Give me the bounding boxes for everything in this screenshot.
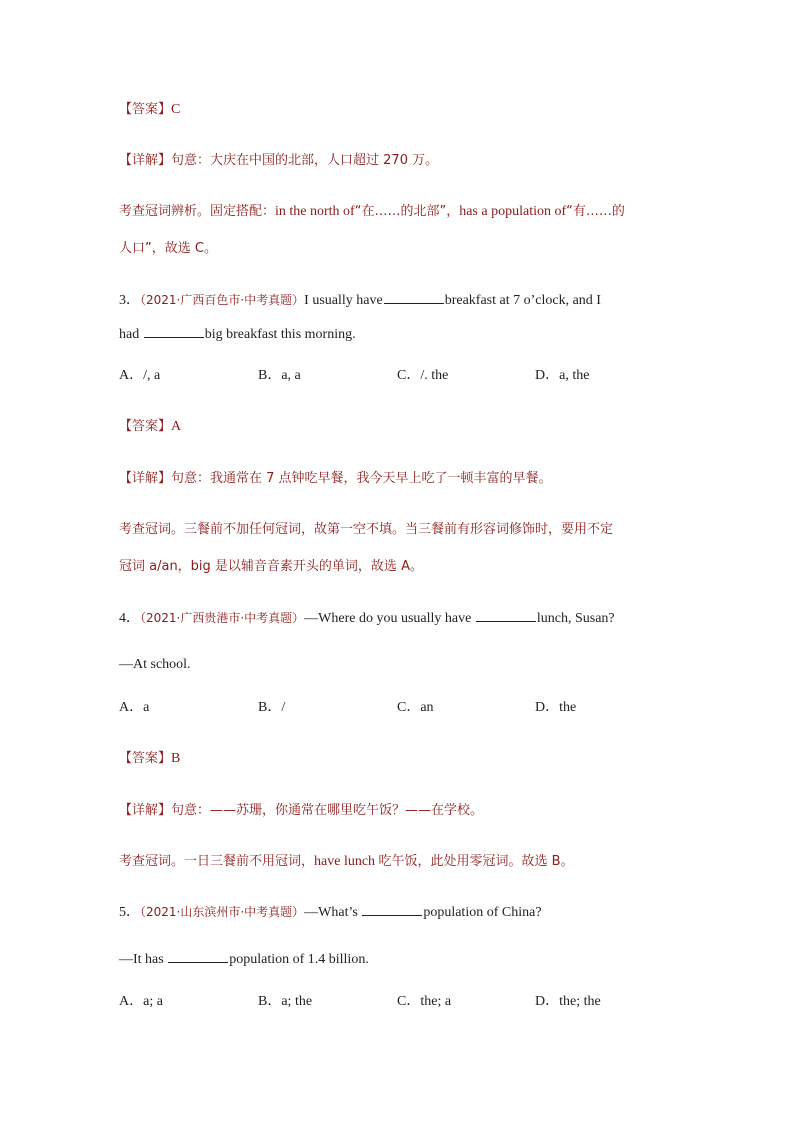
stem-text: had [119, 327, 140, 342]
option-d: D．a, the [535, 368, 590, 383]
analysis-phrase: have lunch [314, 854, 376, 869]
answer-value: A [171, 419, 182, 434]
option-c: C．the; a [397, 994, 452, 1009]
analysis-phrase: in the north of [275, 204, 355, 219]
stem-text: —What’s [304, 905, 358, 920]
answer-tag: 【答案】 [119, 751, 172, 766]
answer-line-q3 [119, 418, 181, 436]
option-a: A．/, a [119, 368, 161, 383]
question-3-stem-line1 [119, 291, 601, 310]
detail-text: 句意：大庆在中国的北部，人口超过 270 万。 [171, 153, 439, 168]
answer-blank [144, 325, 204, 338]
analysis-phrase: has a population of [459, 204, 567, 219]
analysis-text: 考查冠词。一日三餐前不用冠词， [119, 854, 315, 869]
detail-line-q2 [119, 152, 438, 170]
option-d: D．the; the [535, 994, 601, 1009]
detail-tag: 【详解】 [119, 803, 172, 818]
stem-text: —Where do you usually have [304, 611, 472, 626]
question-5-stem-line2 [119, 950, 369, 969]
stem-text: breakfast at 7 o’clock, and I [444, 293, 601, 308]
question-3-stem-line2 [119, 325, 356, 344]
stem-text: —It has [119, 952, 164, 967]
option-c: C．an [397, 700, 434, 715]
question-number: 4． [119, 611, 140, 626]
detail-tag: 【详解】 [119, 471, 172, 486]
question-4-stem-line2 [119, 656, 191, 674]
analysis-line1-q3 [119, 521, 613, 539]
stem-text: big breakfast this morning. [204, 327, 356, 342]
answer-blank [384, 291, 444, 304]
stem-text: I usually have [304, 293, 383, 308]
analysis-line1-q2 [119, 203, 625, 221]
answer-blank [476, 609, 536, 622]
question-number: 5． [119, 905, 140, 920]
option-b: B．/ [258, 700, 286, 715]
stem-text: lunch, Susan? [536, 611, 615, 626]
answer-value: B [171, 751, 181, 766]
answer-tag: 【答案】 [119, 102, 172, 117]
option-d: D．the [535, 700, 577, 715]
stem-text: —At school. [119, 657, 191, 672]
answer-value: C [171, 102, 181, 117]
analysis-text: 吃午饭，此处用零冠词。故选 B。 [378, 854, 574, 869]
detail-line-q3 [119, 470, 552, 488]
question-number: 3． [119, 293, 140, 308]
detail-line-q4 [119, 802, 483, 820]
analysis-line2-q3 [119, 558, 423, 576]
detail-text: 句意：我通常在 7 点钟吃早餐，我今天早上吃了一顿丰富的早餐。 [171, 471, 552, 486]
option-a: A．a; a [119, 994, 163, 1009]
analysis-text: “在……的北部”， [354, 204, 460, 219]
answer-blank [362, 903, 422, 916]
option-a: A．a [119, 700, 150, 715]
question-source: （2021·广西百色市·中考真题） [140, 293, 305, 307]
option-b: B．a; the [258, 994, 313, 1009]
answer-line-q4 [119, 750, 180, 768]
answer-blank [168, 950, 228, 963]
analysis-line2-q2 [119, 240, 217, 258]
option-b: B．a, a [258, 368, 301, 383]
question-4-stem-line1 [119, 609, 615, 628]
analysis-line-q4 [119, 853, 574, 871]
question-5-stem-line1 [119, 903, 542, 922]
question-source: （2021·广西贵港市·中考真题） [140, 611, 305, 625]
answer-line-q2 [119, 101, 180, 119]
option-c: C．/. the [397, 368, 449, 383]
analysis-text: 考查冠词辨析。固定搭配： [119, 204, 276, 219]
stem-text: population of China? [423, 905, 542, 920]
analysis-text: 考查冠词。三餐前不加任何冠词，故第一空不填。当三餐前有形容词修饰时，要用不定 [119, 522, 614, 537]
detail-tag: 【详解】 [119, 153, 172, 168]
analysis-text: 人口”，故选 C。 [119, 241, 217, 256]
detail-text: 句意：——苏珊，你通常在哪里吃午饭？——在学校。 [171, 803, 484, 818]
question-source: （2021·山东滨州市·中考真题） [140, 905, 305, 919]
answer-tag: 【答案】 [119, 419, 172, 434]
analysis-text: 冠词 a/an，big 是以辅音音素开头的单词，故选 A。 [119, 559, 423, 574]
stem-text: population of 1.4 billion. [229, 952, 369, 967]
analysis-text: “有……的 [566, 204, 625, 219]
